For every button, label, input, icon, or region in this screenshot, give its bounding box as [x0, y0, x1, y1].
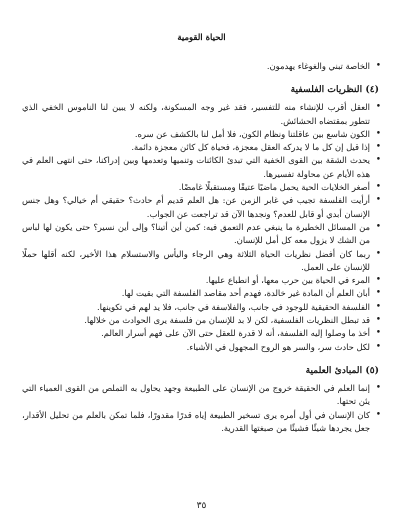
list-item: • أصغر الخلايات الحية يحمل ماضيًا عتيقًا ومستقبلًا غامضًا.	[22, 181, 381, 194]
intro-list	[22, 60, 381, 73]
list-item: • يحدث الشقة بين القوى الخفية التي تبدئ الكائنات وتنميها وتعدمها وبين إدراكنا، حتى انتهى العلم في هذه الأيام عن محاولة تفسيرها.	[22, 154, 381, 181]
list-item: • لكل حادث سر، والسر هو الروح المجهول في الأشياء.	[22, 341, 381, 354]
list-item: • قد تبطل النظريات الفلسفية، لكن لا بد للإنسان من فلسفة يرى الحوادث من خلالها.	[22, 314, 381, 327]
section-heading-philosophical-theories: (٤) النظريات الفلسفية	[290, 84, 379, 96]
list-item: • إذا قيل إن كل ما لا يدركه العقل معجزة، فحياة كل كائن معجزة دائمة.	[22, 141, 381, 154]
philosophical-theories-list	[22, 101, 381, 354]
list-item: • العقل أقرب للإنشاء منه للتفسير، فقد غير وجه المسكونة، ولكنه لا يبين لنا الناموس الخفي الذي تتطور بمقتضاه الحشائش.	[22, 101, 381, 128]
running-head: الحياة القومية	[177, 33, 226, 43]
list-item: • إنما العلم في الحقيقة خروج من الإنسان على الطبيعة وجهد يحاول به التملص من القوى العمياء التي يئن تحتها.	[22, 382, 381, 409]
list-item: • ربما كان أفضل نظريات الحياة الثلاثة وهي الرجاء واليأس والاستسلام هذا الأخير، لكنه أقلها حملًا للإنسان على العمل.	[22, 248, 381, 275]
scientific-principles-list	[22, 382, 381, 435]
page-number: ٣٥	[196, 501, 207, 511]
list-item: • الفلسفة الحقيقية للوجود في جانب، والفلاسفة في جانب، فلا يد لهم في تكوينها.	[22, 301, 381, 314]
list-item: • الخاصة تبني والغوغاء يهدمون.	[22, 60, 381, 73]
list-item: • أبان العلم أن المادة غير خالدة، فهدم أحد مقاصد الفلسفة التي بقيت لها.	[22, 287, 381, 300]
list-item: • الكون شاسع بين عاقلتنا ونظام الكون، فلا أمل لنا بالكشف عن سره.	[22, 128, 381, 141]
list-item: • من المسائل الخطيرة ما ينبغي عدم التعمق فيه: كمن أين أتينا؟ وإلى أين نسير؟ حتى يكون لها لباس من الشك لا يزول معه كل أمل للإنسان.	[22, 221, 381, 248]
list-item: • المرء في الحياة بين حرب معها، أو انطباع عليها.	[22, 274, 381, 287]
list-item: • أخذ ما وصلوا إليه الفلسفة، أنه لا قدرة للعقل حتى الآن على فهم أسرار العالم.	[22, 327, 381, 340]
list-item: • أرأيت الفلسفة تجيب في غابر الزمن عن: هل العلم قديم أم حادث؟ حقيقي أم خيالي؟ وهل جنس الإنسان أبدي أو قابل للعدم؟ ونجدها الآن قد تراجعت عن الجواب.	[22, 194, 381, 221]
list-item: • كان الإنسان في أول أمره يرى تسخير الطبيعة إياه قدرًا مقدورًا، فلما تمكن بالعلم من تحليل الأقدار، جعل يجردها شيئًا فشيئًا من صبغتها القدرية.	[22, 409, 381, 436]
section-heading-scientific-principles: (٥) المبادئ العلمية	[305, 364, 379, 376]
